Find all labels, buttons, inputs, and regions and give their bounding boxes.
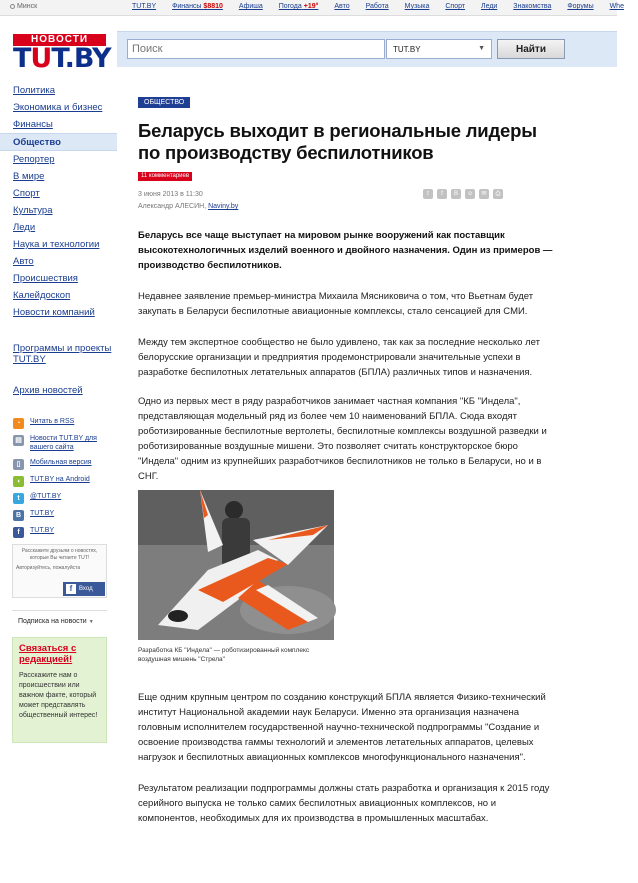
article-meta	[138, 188, 553, 218]
article	[138, 82, 553, 826]
rss-icon: ◔	[13, 418, 24, 429]
service-vk[interactable]: B TUT.BY	[0, 508, 117, 525]
top-nav-afisha[interactable]: Афиша	[238, 3, 263, 10]
article-rubric[interactable]: ОБЩЕСТВО	[138, 97, 190, 108]
article-paragraph: Результатом реализации подпрограммы должны стать разработка и организация к 2015 году серийного выпуска не только самих беспилотных авиационных комплексов, но и компонентов, необходимых для их производства в промышленных масштабах.	[138, 783, 550, 824]
service-mobile[interactable]: ▯ Мобильная версия	[0, 457, 117, 474]
facebook-login-button[interactable]: f Вход	[63, 582, 105, 596]
sidebar-item-politics[interactable]: Политика	[13, 85, 56, 96]
share-text: Расскажите друзьям о новостях, которые Вы читаете TUT!	[21, 548, 98, 561]
service-widget[interactable]: ▤ Новости TUT.BY для вашего сайта	[0, 433, 117, 457]
drone-illustration	[138, 490, 334, 640]
finance-rate: $8810	[203, 3, 223, 10]
article-date: 3 июня 2013 в 11:30	[138, 191, 203, 198]
sidebar-item-culture[interactable]: Культура	[13, 205, 53, 216]
top-nav-music[interactable]: Музыка	[404, 3, 430, 10]
drone-photo[interactable]	[138, 490, 334, 640]
facebook-icon: f	[13, 527, 24, 538]
search-bar	[117, 31, 617, 67]
sidebar-item-auto[interactable]: Авто	[13, 256, 34, 267]
top-nav	[132, 3, 638, 10]
contact-editorial-box	[12, 637, 107, 743]
site-logo[interactable]	[13, 34, 111, 82]
top-nav-weather[interactable]: Погода +19°	[278, 3, 319, 10]
top-nav-tutby[interactable]: TUT.BY	[132, 3, 157, 10]
email-share-icon[interactable]: ✉	[479, 189, 489, 199]
archive-link[interactable]: Архив новостей	[13, 385, 83, 396]
service-facebook[interactable]: f TUT.BY	[0, 525, 117, 542]
facebook-share-icon[interactable]: f	[437, 189, 447, 199]
mobile-icon: ▯	[13, 459, 24, 470]
top-nav-forums[interactable]: Форумы	[567, 3, 594, 10]
contact-editorial-text: Расскажите нам о происшествии или важном факте, который может представлять общественный интерес!	[19, 672, 98, 719]
weather-temp: +19°	[303, 3, 319, 10]
vk-share-icon[interactable]: B	[451, 189, 461, 199]
top-nav-lady[interactable]: Леди	[481, 3, 498, 10]
print-icon[interactable]: ⎙	[493, 189, 503, 199]
odnoklassniki-share-icon[interactable]: o	[465, 189, 475, 199]
social-share-buttons	[423, 189, 507, 207]
sidebar-item-world[interactable]: В мире	[13, 171, 45, 182]
logo-brand: TUT.BY	[13, 43, 111, 74]
chevron-down-icon: ▼	[88, 619, 94, 625]
subscribe-dropdown[interactable]: Подписка на новости ▼	[12, 610, 107, 625]
top-nav-sport[interactable]: Спорт	[445, 3, 466, 10]
sidebar-item-finance[interactable]: Финансы	[13, 119, 53, 130]
search-input[interactable]	[127, 39, 385, 59]
sidebar-item-lady[interactable]: Леди	[13, 222, 36, 233]
sidebar-item-economy[interactable]: Экономика и бизнес	[13, 102, 103, 113]
source-link[interactable]: Naviny.by	[208, 203, 239, 210]
service-android[interactable]: ◖ TUT.BY на Android	[0, 474, 117, 491]
sidebar-item-company-news[interactable]: Новости компаний	[13, 307, 95, 318]
top-nav-dating[interactable]: Знакомства	[513, 3, 552, 10]
article-lead: Беларусь все чаще выступает на мировом рынке вооружений как поставщик высокотехнологичных изделий военного и двойного назначения. Один из примеров — производство беспилотников.	[138, 230, 553, 271]
article-title: Беларусь выходит в региональные лидеры по производству беспилотников	[138, 120, 537, 163]
search-scope-select[interactable]: TUT.BY ▼	[386, 39, 492, 59]
share-auth-text: Авторизуйтесь, пожалуйста	[16, 565, 81, 571]
facebook-icon: f	[66, 584, 76, 594]
sidebar-item-kaleidoscope[interactable]: Калейдоскоп	[13, 290, 71, 301]
services-list	[0, 416, 117, 542]
logo-news-label: НОВОСТИ	[13, 34, 106, 46]
top-nav-jobs[interactable]: Работа	[365, 3, 389, 10]
search-button[interactable]: Найти	[497, 39, 565, 59]
service-rss[interactable]: ◔ Читать в RSS	[0, 416, 117, 433]
chevron-down-icon: ▼	[478, 45, 485, 52]
android-icon: ◖	[13, 476, 24, 487]
service-twitter[interactable]: t @TUT.BY	[0, 491, 117, 508]
sidebar-item-incidents[interactable]: Происшествия	[13, 273, 78, 284]
twitter-share-icon[interactable]: t	[423, 189, 433, 199]
location-pin-icon	[10, 4, 15, 9]
sidebar-item-science[interactable]: Наука и технологии	[13, 239, 100, 250]
comments-badge[interactable]: 11 комментариев	[138, 172, 192, 181]
top-nav-more[interactable]: Whe	[609, 3, 624, 10]
sidebar	[0, 82, 117, 743]
sidebar-nav	[0, 82, 117, 321]
top-bar	[0, 0, 624, 16]
article-paragraph: Недавнее заявление премьер-министра Михаила Мясниковича о том, что Вьетнам будет закупать в Беларуси беспилотные авиационные комплексы, стало сенсацией для СМИ.	[138, 291, 534, 317]
contact-editorial-link[interactable]: Связаться с редакцией!	[19, 643, 77, 665]
programs-link[interactable]: Программы и проекты TUT.BY	[13, 343, 112, 365]
photo-caption: Разработка КБ "Индела" — роботизированный комплекс воздушная мишень "Стрела"	[138, 647, 310, 663]
sidebar-item-society[interactable]: Общество	[0, 133, 117, 151]
article-author: Александр АЛЕСИН, Naviny.by	[138, 203, 239, 210]
social-share-panel	[12, 544, 107, 598]
city-selector[interactable]: Минск	[10, 3, 37, 10]
vk-icon: B	[13, 510, 24, 521]
article-paragraph: Еще одним крупным центром по созданию конструкций БПЛА является Физико-технический институт Национальной академии наук Беларуси. Именно эта организация назначена головным исполнителем государственной научно-технической подпрограммы "Создание и освоение производства гаммы технологий и элементов летательных аппаратов, целевых нагрузок и беспилотных авиационных комплексов многофункционального назначения".	[138, 692, 546, 763]
twitter-icon: t	[13, 493, 24, 504]
sidebar-item-sport[interactable]: Спорт	[13, 188, 40, 199]
widget-icon: ▤	[13, 435, 24, 446]
sidebar-item-reporter[interactable]: Репортер	[13, 154, 55, 165]
top-nav-finance[interactable]: Финансы $8810	[172, 3, 223, 10]
article-paragraph: Одно из первых мест в ряду разработчиков занимает частная компания "КБ "Индела", представляющая модельный ряд из более чем 10 наименований БПЛА. Сюда входят роботизированные беспилотные вертолеты, беспилотные комплексы воздушной разведки и роботизированные воздушные мишени. Это позволяет считать конструкторское бюро "Индела" одним из крупнейших разработчиков беспилотников не только в Беларуси, но и в СНГ.	[138, 396, 547, 482]
article-paragraph: Между тем экспертное сообщество не было удивлено, так как за последние несколько лет белорусские организации и предприятия продемонстрировали значительные успехи в разработке беспилотных летательных аппаратов (БПЛА) различных типов и назначения.	[138, 337, 540, 378]
article-figure	[138, 490, 334, 664]
top-nav-auto[interactable]: Авто	[334, 3, 350, 10]
